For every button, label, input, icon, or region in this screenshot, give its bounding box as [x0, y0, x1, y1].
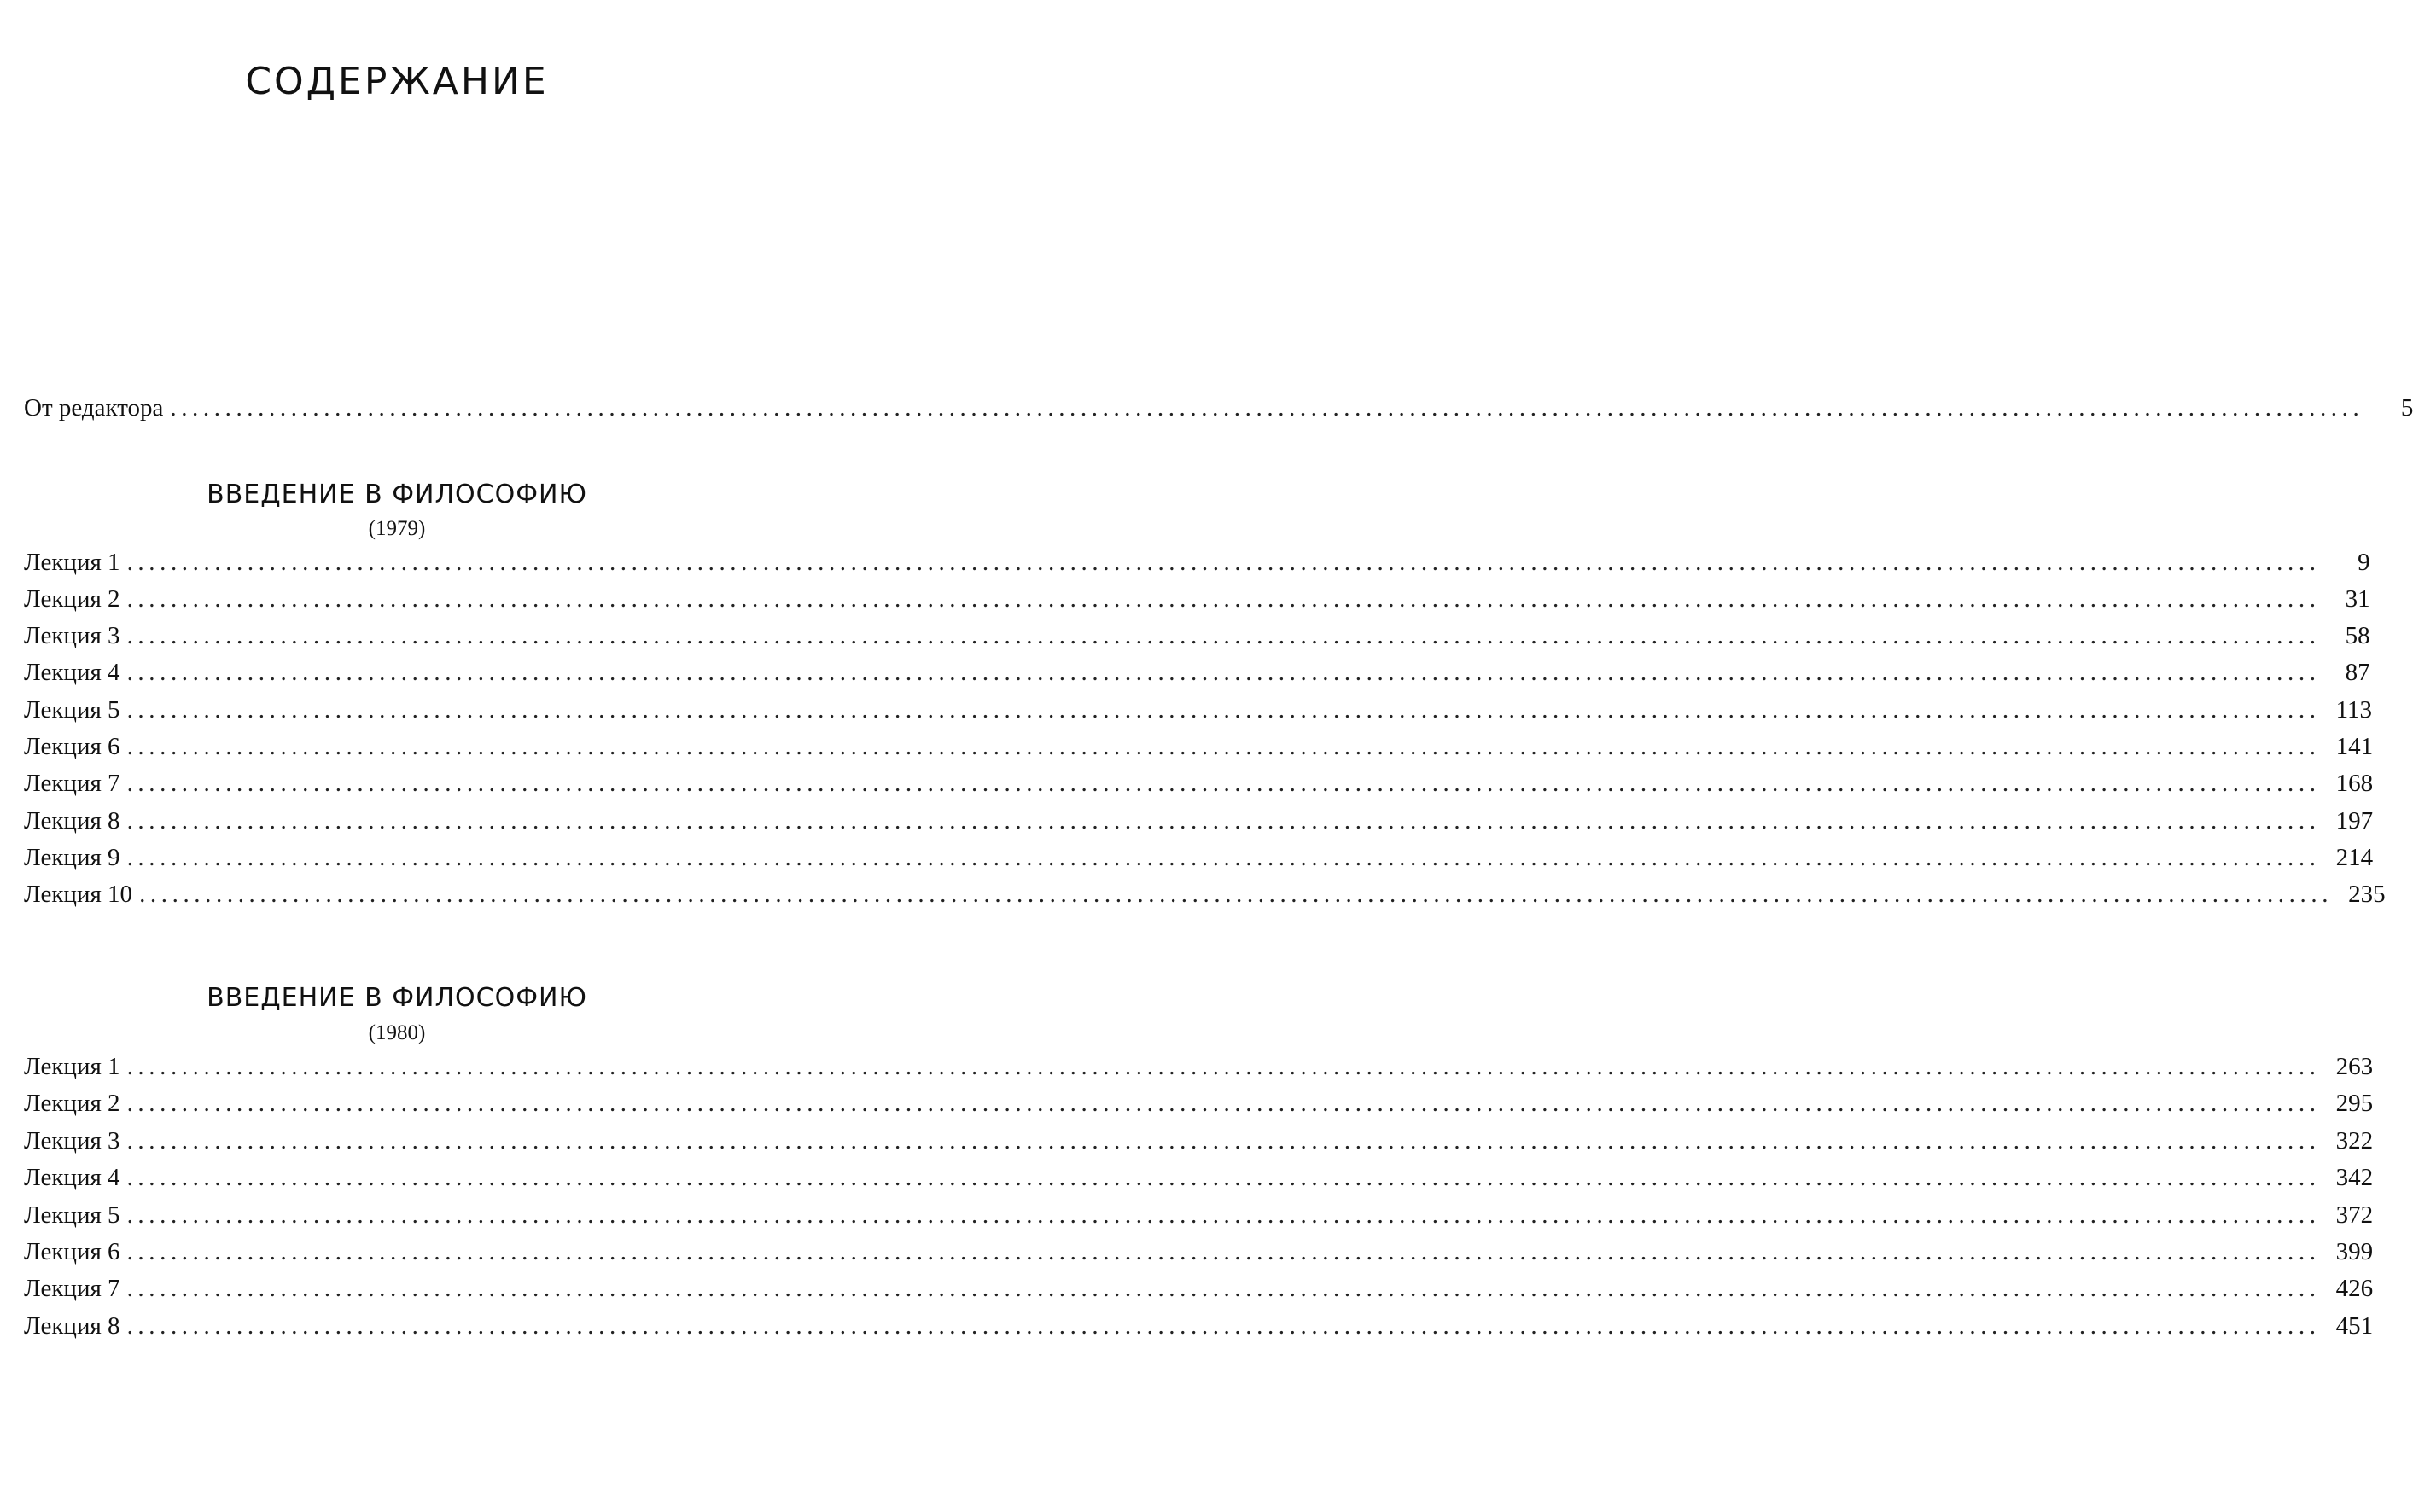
toc-entry-label: Лекция 5 [24, 1201, 120, 1229]
toc-entry-page: 451 [2335, 1312, 2374, 1340]
dot-leader: ........................................................................................................................................................................................................ [126, 807, 2321, 835]
toc-entry-preface[interactable] [24, 391, 2413, 425]
toc-entry-label: Лекция 8 [24, 807, 120, 835]
toc-entry[interactable] [24, 1309, 2374, 1343]
dot-leader: ........................................................................................................................................................................................................ [126, 659, 2321, 686]
toc-entry[interactable] [24, 1124, 2374, 1158]
toc-entry[interactable] [24, 1086, 2374, 1120]
toc-entry-label: От редактора [24, 394, 164, 422]
toc-entry-label: Лекция 10 [24, 881, 133, 908]
toc-entry[interactable] [24, 730, 2374, 764]
toc-entry-label: Лекция 6 [24, 733, 120, 760]
toc-entry[interactable] [24, 840, 2374, 875]
dot-leader: ........................................................................................................................................................................................................ [126, 1312, 2321, 1340]
toc-entry-page: 31 [2345, 585, 2370, 613]
toc-entry-label: Лекция 7 [24, 770, 120, 797]
toc-entry[interactable] [24, 1050, 2374, 1084]
toc-entry-label: Лекция 9 [24, 844, 120, 871]
toc-entry-page: 168 [2335, 770, 2374, 797]
toc-entry-page: 5 [2400, 394, 2413, 422]
toc-entry[interactable] [24, 693, 2372, 727]
toc-entry-page: 372 [2335, 1201, 2374, 1229]
toc-entry[interactable] [24, 1271, 2374, 1306]
toc-entry-label: Лекция 3 [24, 622, 120, 649]
toc-entry-page: 9 [2358, 549, 2370, 576]
toc-entry-page: 295 [2335, 1090, 2374, 1117]
dot-leader: ........................................................................................................................................................................................................ [126, 733, 2321, 760]
toc-entry[interactable] [24, 766, 2374, 800]
section-title: ВВЕДЕНИЕ В ФИЛОСОФИЮ [207, 983, 587, 1013]
dot-leader: ........................................................................................................................................................................................................ [126, 1238, 2321, 1265]
section-title: ВВЕДЕНИЕ В ФИЛОСОФИЮ [207, 480, 587, 509]
toc-entry-page: 235 [2348, 881, 2386, 908]
toc-entry-page: 263 [2335, 1053, 2374, 1080]
toc-entry-label: Лекция 2 [24, 1090, 120, 1117]
toc-entry-label: Лекция 6 [24, 1238, 120, 1265]
dot-leader: ........................................................................................................................................................................................................ [126, 585, 2321, 613]
toc-entry-page: 399 [2335, 1238, 2374, 1265]
toc-entry[interactable] [24, 545, 2370, 579]
dot-leader: ........................................................................................................................................................................................................ [126, 1127, 2321, 1154]
toc-entry-label: Лекция 4 [24, 1164, 120, 1191]
page-title: СОДЕРЖАНИЕ [245, 60, 549, 103]
dot-leader: ........................................................................................................................................................................................................ [170, 394, 2364, 422]
toc-entry-page: 141 [2335, 733, 2374, 760]
dot-leader: ........................................................................................................................................................................................................ [126, 1164, 2321, 1191]
toc-entry[interactable] [24, 1198, 2374, 1232]
dot-leader: ........................................................................................................................................................................................................ [126, 1090, 2321, 1117]
dot-leader: ........................................................................................................................................................................................................ [126, 696, 2321, 724]
toc-entry-label: Лекция 2 [24, 585, 120, 613]
toc-entry-page: 113 [2335, 696, 2372, 724]
toc-entry-page: 197 [2335, 807, 2374, 835]
toc-entry[interactable] [24, 582, 2370, 616]
toc-entry-page: 87 [2345, 659, 2370, 686]
toc-entry[interactable] [24, 1160, 2374, 1195]
dot-leader: ........................................................................................................................................................................................................ [126, 770, 2321, 797]
toc-entry-page: 322 [2335, 1127, 2374, 1154]
dot-leader: ........................................................................................................................................................................................................ [126, 549, 2321, 576]
dot-leader: ........................................................................................................................................................................................................ [139, 881, 2334, 908]
toc-entry[interactable] [24, 877, 2386, 911]
toc-entry-page: 214 [2335, 844, 2374, 871]
toc-entry-page: 426 [2335, 1275, 2374, 1302]
toc-entry[interactable] [24, 804, 2374, 838]
section-year: (1980) [368, 1021, 426, 1044]
toc-entry-label: Лекция 1 [24, 1053, 120, 1080]
dot-leader: ........................................................................................................................................................................................................ [126, 1053, 2321, 1080]
toc-entry-label: Лекция 3 [24, 1127, 120, 1154]
toc-entry-label: Лекция 7 [24, 1275, 120, 1302]
toc-entry-label: Лекция 1 [24, 549, 120, 576]
dot-leader: ........................................................................................................................................................................................................ [126, 1275, 2321, 1302]
dot-leader: ........................................................................................................................................................................................................ [126, 844, 2321, 871]
dot-leader: ........................................................................................................................................................................................................ [126, 622, 2321, 649]
toc-entry-label: Лекция 4 [24, 659, 120, 686]
section-year: (1979) [368, 517, 426, 540]
toc-entry-label: Лекция 5 [24, 696, 120, 724]
dot-leader: ........................................................................................................................................................................................................ [126, 1201, 2321, 1229]
toc-entry[interactable] [24, 655, 2370, 689]
toc-entry[interactable] [24, 1235, 2374, 1269]
toc-entry-label: Лекция 8 [24, 1312, 120, 1340]
toc-entry-page: 342 [2335, 1164, 2374, 1191]
toc-entry[interactable] [24, 619, 2370, 653]
toc-entry-page: 58 [2345, 622, 2370, 649]
